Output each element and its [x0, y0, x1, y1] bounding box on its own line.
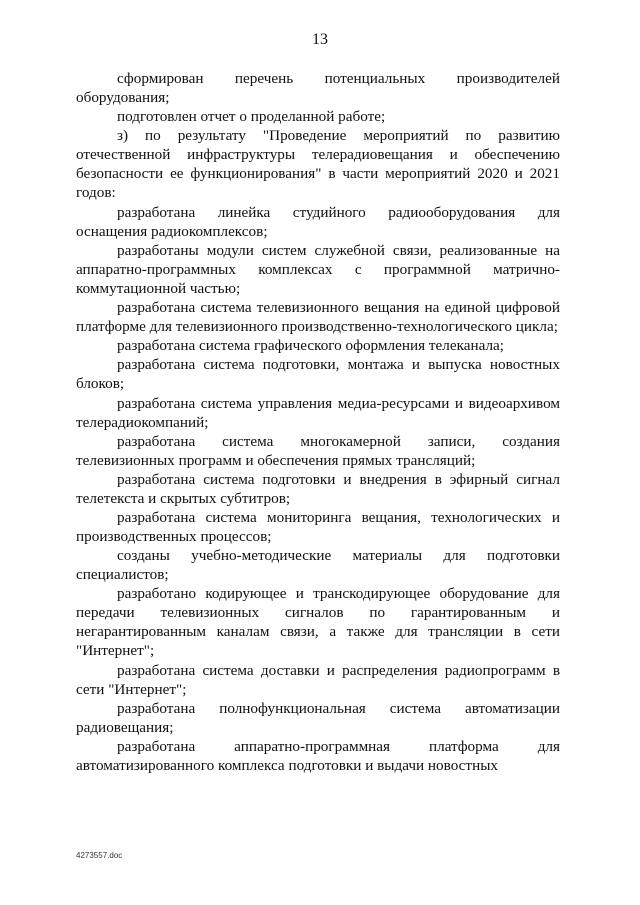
document-body: [76, 69, 560, 775]
paragraph: разработана полнофункциональная система автоматизации радиовещания;: [76, 699, 560, 736]
paragraph: разработана линейка студийного радиооборудования для оснащения радиокомплексов;: [76, 203, 560, 240]
paragraph: разработана система подготовки и внедрения в эфирный сигнал телетекста и скрытых субтитров;: [76, 470, 560, 507]
paragraph: з) по результату "Проведение мероприятий по развитию отечественной инфраструктуры телерадиовещания и обеспечению безопасности ее функционирования" в части мероприятий 2020 и 2021 годов:: [76, 127, 560, 202]
paragraph: разработана система управления медиа-ресурсами и видеоархивом телерадиокомпаний;: [76, 394, 560, 431]
paragraph: разработана система графического оформления телеканала;: [117, 337, 505, 355]
paragraph: подготовлен отчет о проделанной работе;: [117, 108, 386, 126]
paragraph: сформирован перечень потенциальных производителей оборудования;: [76, 70, 560, 106]
paragraph: разработана система подготовки, монтажа и выпуска новостных блоков;: [76, 356, 560, 393]
paragraph: разработана система многокамерной записи, создания телевизионных программ и обеспечения прямых трансляций;: [76, 432, 560, 469]
paragraph: разработана система телевизионного вещания на единой цифровой платформе для телевизионного производственно-технологического цикла;: [76, 298, 560, 335]
paragraph: разработана система доставки и распределения радиопрограмм в сети "Интернет";: [76, 661, 560, 698]
page-number: 13: [312, 31, 328, 48]
paragraph: разработана система мониторинга вещания, технологических и производственных процессов;: [76, 509, 560, 546]
paragraph: разработана аппаратно-программная платформа для автоматизированного комплекса подготовки и выдачи новостных: [76, 738, 560, 774]
file-name-footer: 4273557.doc: [76, 851, 123, 860]
paragraph: разработано кодирующее и транскодирующее оборудование для передачи телевизионных сигналов по гарантированным и негарантированным каналам связи, а также для трансляции в сети "Интернет";: [76, 585, 560, 660]
paragraph: разработаны модули систем служебной связи, реализованные на аппаратно-программных комплексах с программной матрично-коммутационной частью;: [76, 241, 560, 297]
paragraph: созданы учебно-методические материалы для подготовки специалистов;: [76, 547, 560, 584]
